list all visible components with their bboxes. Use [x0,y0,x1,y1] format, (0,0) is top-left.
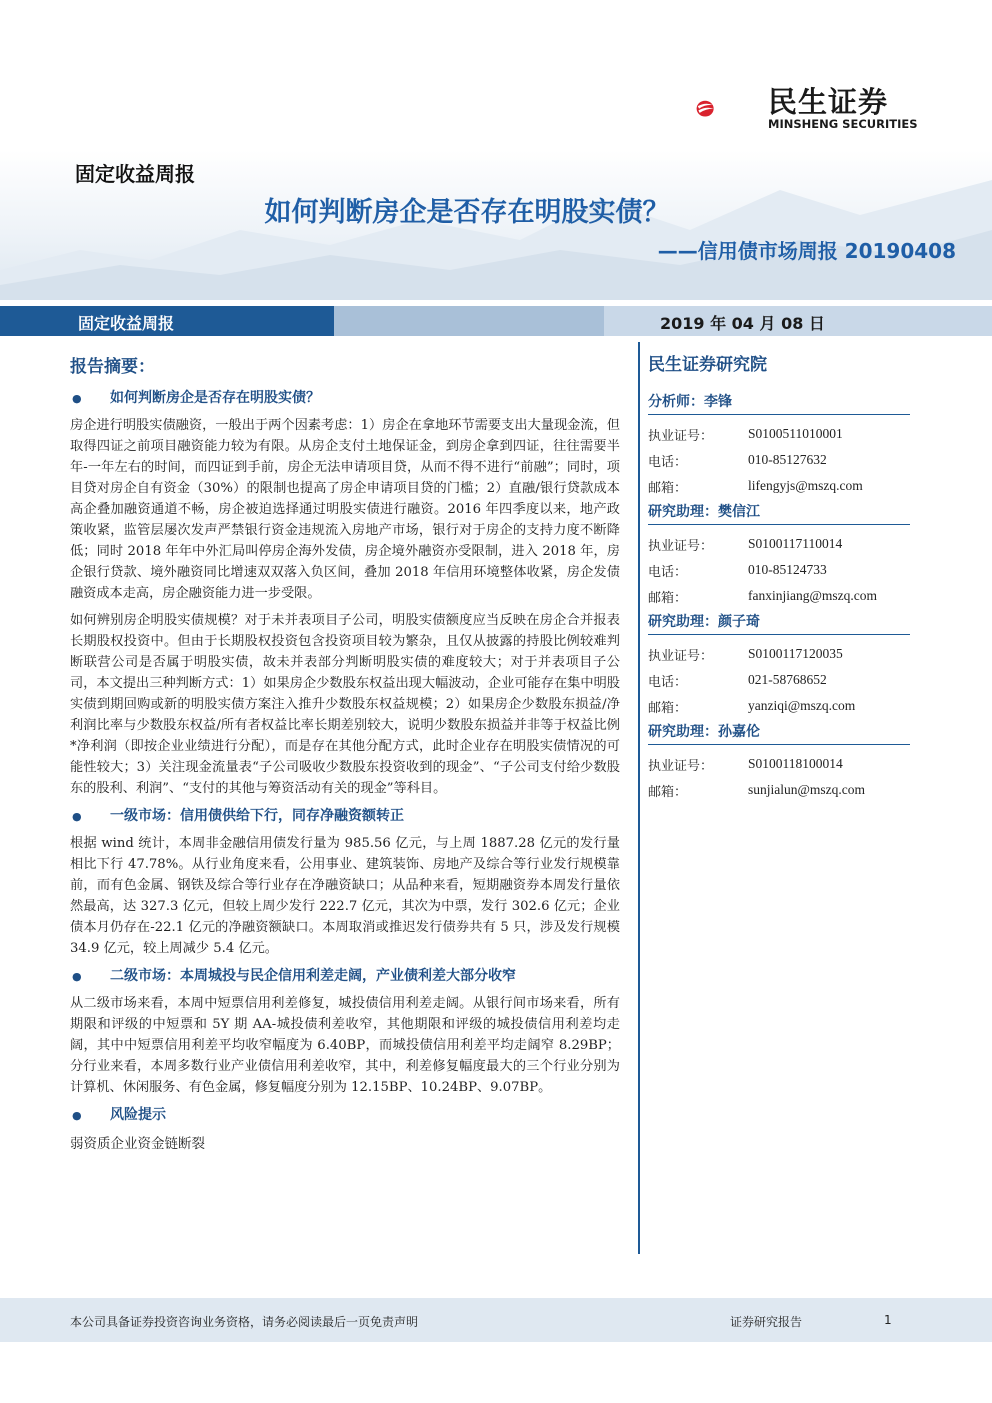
email-link[interactable]: yanziqi@mszq.com [748,698,856,713]
contact-row [648,641,910,667]
contact-row [648,667,910,693]
section-paragraph: 从二级市场来看，本周中短票信用利差修复，城投债信用利差走阔。从银行间市场来看，所有期限和评级的中短票和 5Y 期 AA-城投债利差收窄，其他期限和评级的城投债信用利差均走阔，其中中短票信用利差平均收窄幅度为 6.40BP，而城投债信用利差平均走阔窄 8.29BP；分行业来看，本周多数行业产业债信用利差收窄，其中，利差修复幅度最大的三个行业分别为计算机、休闲服务、有色金属，修复幅度分别为 12.15BP、10.24BP、9.07BP。 [70,996,620,1095]
analyst-block [648,611,910,719]
section-paragraph: 根据 wind 统计，本周非金融信用债发行量为 985.56 亿元，与上周 1887.28 亿元的发行量相比下行 47.78%。从行业角度来看，公用事业、建筑装饰、房地产及综合等行业发行规模靠前，而有色金属、钢铁及综合等行业存在净融资缺口；从品种来看，短期融资券本周发行量依然最高，达 327.3 亿元，但较上周少发行 222.7 亿元，其次为中票，发行 302.6 亿元；企业债本月仍存在-22.1 亿元的净融资额缺口。本周取消或推迟发行债券共有 5 只，涉及发行规模 34.9 亿元，较上周减少 5.4 亿元。 [70,836,620,956]
sidebar [648,350,910,805]
contact-key: 邮箱： [648,480,688,496]
contact-key: 邮箱： [648,590,688,606]
contact-value: 010-85127632 [748,452,827,467]
institute-name: 民生证券研究院 [648,355,767,375]
report-date: 2019 年 04 月 08 日 [660,314,825,333]
report-title-text: 如何判断房企是否存在明股实债？ [264,197,670,228]
contact-row [648,531,910,557]
section-bullet: ● 如何判断房企是否存在明股实债？ [70,387,620,407]
column-divider [638,342,640,1254]
brand-name: 民生证券 [768,85,889,119]
contact-row [648,777,910,803]
contact-key: 执业证号： [648,758,714,774]
analyst-name: 研究助理：孙嘉伦 [648,721,910,745]
report-title [0,190,942,229]
doc-type: 固定收益周报 [75,162,195,186]
contact-value: 010-85124733 [748,562,827,577]
email-link[interactable]: sunjialun@mszq.com [748,782,866,797]
contact-key: 执业证号： [648,428,714,444]
analyst-block [648,391,910,499]
contact-row [648,473,910,499]
contact-key: 电话： [648,564,688,580]
info-band-mid [334,306,604,336]
minsheng-logo-icon [696,80,766,136]
contact-key: 邮箱： [648,784,688,800]
footer-disclaimer: 本公司具备证券投资咨询业务资格，请务必阅读最后一页免责声明 [70,1315,419,1329]
summary-heading: 报告摘要： [70,357,155,377]
email-link[interactable]: lifengyjs@mszq.com [748,478,863,493]
footer-label: 证券研究报告 [730,1315,803,1329]
contact-value: S0100117120035 [748,646,843,661]
contact-row [648,557,910,583]
analyst-block [648,501,910,609]
section-bullet: ● 风险提示 [70,1104,620,1124]
section-bullet: ● 二级市场：本周城投与民企信用利差走阔，产业债利差大部分收窄 [70,965,620,985]
contact-key: 电话： [648,674,688,690]
contact-row [648,693,910,719]
contact-value: S0100117110014 [748,536,843,551]
contact-key: 电话： [648,454,688,470]
summary-column [70,352,620,1152]
analyst-name: 分析师：李锋 [648,391,910,415]
contact-value: S0100118100014 [748,756,843,771]
section-bullet: ● 一级市场：信用债供给下行，同存净融资额转正 [70,805,620,825]
risk-text: 弱资质企业资金链断裂 [70,1136,205,1152]
contact-key: 邮箱： [648,700,688,716]
band-label: 固定收益周报 [78,314,175,333]
contact-row [648,751,910,777]
analyst-block [648,721,910,803]
contact-row [648,421,910,447]
contact-row [648,583,910,609]
report-subtitle: ——信用债市场周报 20190408 [657,239,956,263]
contact-row [648,447,910,473]
contact-value: 021-58768652 [748,672,827,687]
contact-key: 执业证号： [648,538,714,554]
email-link[interactable]: fanxinjiang@mszq.com [748,588,878,603]
analyst-name: 研究助理：颜子琦 [648,611,910,635]
section-paragraph: 如何辨别房企明股实债规模？对于未并表项目子公司，明股实债额度应当反映在房企合并报表长期股权投资中。但由于长期股权投资包含投资项目较为繁杂，且仅从披露的持股比例较难判断联营公司是否属于明股实债，故未并表部分判断明股实债的难度较大；对于并表项目子公司，本文提出三种判断方式：1）如果房企少数股东权益出现大幅波动，企业可能存在集中明股实债到期回购或新的明股实债方案注入推升少数股东权益规模；2）如果房企少数股东损益/净利润比率与少数股东权益/所有者权益比率长期差别较大，说明少数股东损益并非等于权益比例*净利润（即按企业业绩进行分配），而是存在其他分配方式，此时企业存在明股实债情况的可能性较大；3）关注现金流量表“子公司吸收少数股东投资收到的现金”、“子公司支付给少数股东的股利、利润”、“支付的其他与筹资活动有关的现金”等科目。 [70,613,620,796]
brand-name-en: MINSHENG SECURITIES [768,117,918,131]
contact-value: S0100511010001 [748,426,843,441]
analyst-name: 研究助理：樊信江 [648,501,910,525]
page-number: 1 [884,1313,892,1327]
section-paragraph: 房企进行明股实债融资，一般出于两个因素考虑：1）房企在拿地环节需要支出大量现金流，但取得四证之前项目融资能力较为有限。从房企支付土地保证金，到房企拿到四证，往往需要半年-一年左右的时间，而四证到手前，房企无法申请项目贷，从而不得不进行“前融”；同时，项目贷对房企自有资金（30%）的限制也提高了房企申请项目贷的门槛；2）直融/银行贷款成本高企叠加融资通道不畅，房企被迫选择通过明股实债进行融资。2016 年四季度以来，地产政策收紧，监管层屡次发声严禁银行资金违规流入房地产市场，银行对于房企的支持力度不断降低；同时 2018 年年中外汇局叫停房企海外发债，房企境外融资亦受限制，进入 2018 年，房企银行贷款、境外融资同比增速双双落入负区间，叠加 2018 年信用环境整体收紧，房企发债融资成本走高，房企融资能力进一步受限。 [70,418,620,601]
contact-key: 执业证号： [648,648,714,664]
